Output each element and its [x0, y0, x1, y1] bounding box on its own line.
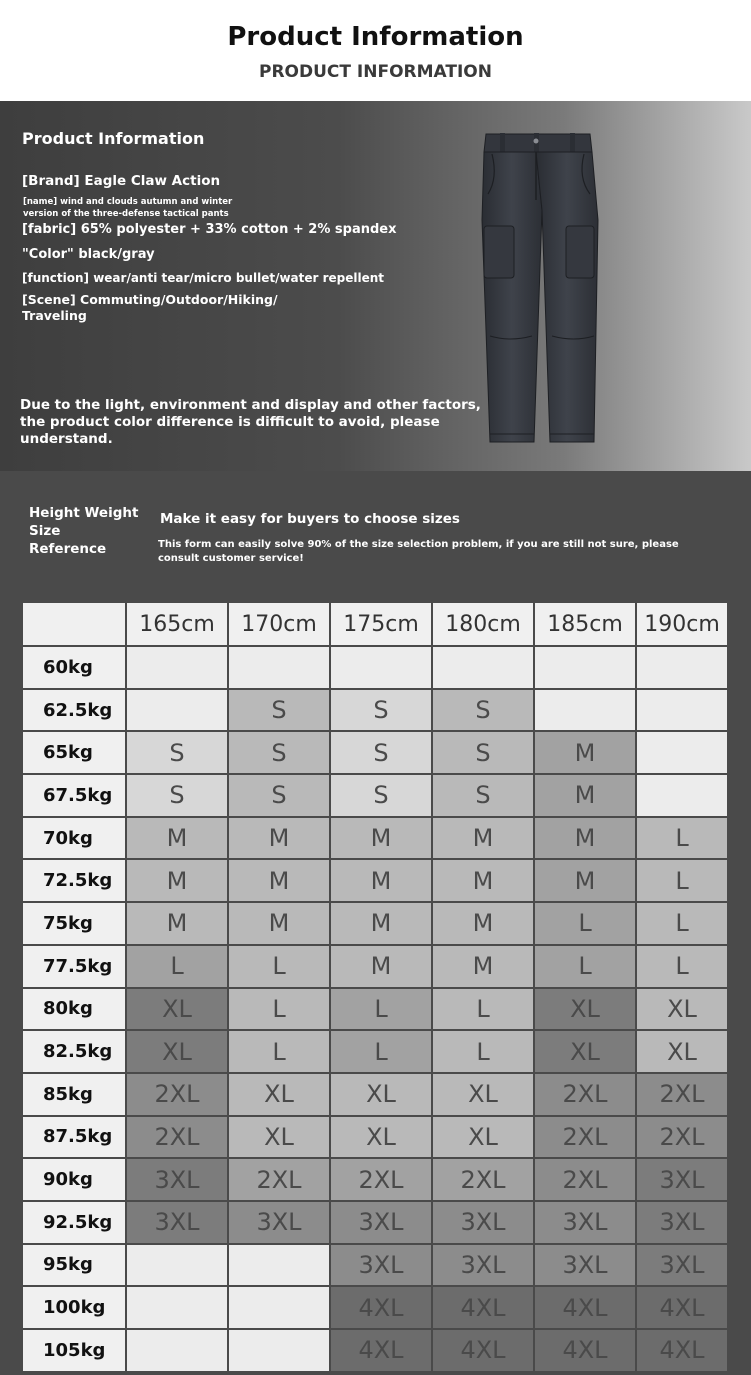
table-row — [22, 988, 728, 1031]
size-cell: S — [432, 731, 534, 774]
size-cell: M — [432, 945, 534, 988]
info-scene: [Scene] Commuting/Outdoor/Hiking/ Traveling — [22, 292, 278, 323]
size-cell: M — [228, 859, 330, 902]
weight-label: 85kg — [22, 1073, 126, 1116]
size-cell: L — [228, 945, 330, 988]
size-cell: XL — [636, 988, 728, 1031]
size-cell: M — [534, 774, 636, 817]
info-name: [name] wind and clouds autumn and winter version of the three-defense tactical pants — [23, 197, 233, 219]
size-cell: 4XL — [330, 1329, 432, 1372]
size-cell: XL — [534, 1030, 636, 1073]
page-header — [0, 0, 751, 101]
table-row — [22, 689, 728, 732]
page-subtitle: PRODUCT INFORMATION — [259, 62, 492, 82]
weight-label: 92.5kg — [22, 1201, 126, 1244]
size-cell: S — [228, 731, 330, 774]
size-cell: L — [330, 1030, 432, 1073]
size-cell: M — [126, 902, 228, 945]
size-cell: M — [330, 859, 432, 902]
size-cell — [228, 1244, 330, 1287]
weight-label: 95kg — [22, 1244, 126, 1287]
size-cell: XL — [330, 1073, 432, 1116]
size-cell: S — [228, 774, 330, 817]
size-cell: L — [636, 945, 728, 988]
size-cell: L — [636, 902, 728, 945]
size-cell — [636, 646, 728, 689]
size-cell: M — [126, 817, 228, 860]
weight-label: 65kg — [22, 731, 126, 774]
size-cell: L — [228, 1030, 330, 1073]
weight-label: 75kg — [22, 902, 126, 945]
size-cell — [636, 689, 728, 732]
size-cell: 3XL — [432, 1201, 534, 1244]
weight-label: 67.5kg — [22, 774, 126, 817]
weight-label: 87.5kg — [22, 1116, 126, 1159]
size-cell: 2XL — [228, 1158, 330, 1201]
size-cell: 4XL — [330, 1286, 432, 1329]
size-cell: 2XL — [432, 1158, 534, 1201]
weight-label: 90kg — [22, 1158, 126, 1201]
info-brand: [Brand] Eagle Claw Action — [22, 173, 221, 189]
size-cell: S — [126, 774, 228, 817]
height-header: 165cm — [126, 602, 228, 646]
size-cell: 3XL — [636, 1244, 728, 1287]
table-row — [22, 902, 728, 945]
size-cell: S — [330, 689, 432, 732]
info-fabric: [fabric] 65% polyester + 33% cotton + 2% spandex — [22, 222, 397, 237]
size-cell: L — [636, 859, 728, 902]
table-row — [22, 1073, 728, 1116]
height-header: 185cm — [534, 602, 636, 646]
size-cell: L — [636, 817, 728, 860]
table-row — [22, 1329, 728, 1372]
pants-photo — [470, 130, 620, 448]
weight-label: 70kg — [22, 817, 126, 860]
weight-label: 77.5kg — [22, 945, 126, 988]
table-row — [22, 1201, 728, 1244]
size-cell: S — [126, 731, 228, 774]
table-row — [22, 817, 728, 860]
size-cell: 2XL — [636, 1073, 728, 1116]
size-cell: L — [432, 1030, 534, 1073]
size-intro-note: This form can easily solve 90% of the size selection problem, if you are still not sure, please consult customer service! — [158, 539, 679, 564]
info-heading: Product Information — [22, 129, 205, 148]
table-row — [22, 646, 728, 689]
size-cell: S — [432, 774, 534, 817]
size-cell: M — [330, 945, 432, 988]
height-header-row — [22, 602, 728, 646]
table-row — [22, 1158, 728, 1201]
size-cell: XL — [432, 1073, 534, 1116]
size-cell: 2XL — [126, 1116, 228, 1159]
size-cell: L — [126, 945, 228, 988]
size-cell: M — [534, 731, 636, 774]
size-cell: 3XL — [126, 1158, 228, 1201]
size-cell — [534, 646, 636, 689]
size-cell: XL — [330, 1116, 432, 1159]
height-header: 180cm — [432, 602, 534, 646]
weight-label: 72.5kg — [22, 859, 126, 902]
size-cell: 3XL — [330, 1201, 432, 1244]
size-cell: 2XL — [330, 1158, 432, 1201]
size-cell: L — [330, 988, 432, 1031]
size-cell — [126, 646, 228, 689]
weight-label: 80kg — [22, 988, 126, 1031]
size-intro-heading: Make it easy for buyers to choose sizes — [160, 511, 460, 527]
size-cell: 3XL — [432, 1244, 534, 1287]
table-row — [22, 1286, 728, 1329]
size-cell — [126, 1329, 228, 1372]
size-cell: 2XL — [534, 1158, 636, 1201]
size-cell: M — [432, 817, 534, 860]
size-cell: 4XL — [636, 1329, 728, 1372]
table-row — [22, 731, 728, 774]
size-cell: S — [330, 774, 432, 817]
table-row — [22, 859, 728, 902]
size-cell: 4XL — [432, 1286, 534, 1329]
size-cell: M — [228, 902, 330, 945]
size-cell — [228, 1286, 330, 1329]
size-cell: M — [432, 859, 534, 902]
size-cell — [432, 646, 534, 689]
size-cell: 3XL — [636, 1201, 728, 1244]
size-cell — [330, 646, 432, 689]
size-cell: 3XL — [228, 1201, 330, 1244]
size-cell: 2XL — [126, 1073, 228, 1116]
size-cell — [636, 731, 728, 774]
size-cell: L — [228, 988, 330, 1031]
size-cell: 3XL — [330, 1244, 432, 1287]
size-cell: S — [228, 689, 330, 732]
size-cell — [126, 689, 228, 732]
size-cell: M — [330, 817, 432, 860]
table-row — [22, 1244, 728, 1287]
page-title: Product Information — [227, 22, 524, 52]
product-info-panel — [0, 101, 751, 471]
size-cell: 4XL — [432, 1329, 534, 1372]
size-cell: XL — [534, 988, 636, 1031]
size-cell: 3XL — [534, 1244, 636, 1287]
info-function: [function] wear/anti tear/micro bullet/water repellent — [22, 271, 385, 285]
weight-label: 105kg — [22, 1329, 126, 1372]
weight-label: 60kg — [22, 646, 126, 689]
size-cell: 3XL — [534, 1201, 636, 1244]
size-cell — [126, 1286, 228, 1329]
size-cell: 4XL — [636, 1286, 728, 1329]
height-header: 190cm — [636, 602, 728, 646]
size-cell: XL — [126, 988, 228, 1031]
size-cell — [534, 689, 636, 732]
size-cell: M — [228, 817, 330, 860]
size-cell: L — [534, 945, 636, 988]
color-disclaimer: Due to the light, environment and display and other factors, the product color difference is difficult to avoid, please understand. — [20, 397, 481, 447]
size-cell — [636, 774, 728, 817]
size-cell: M — [330, 902, 432, 945]
size-cell: S — [330, 731, 432, 774]
table-row — [22, 774, 728, 817]
size-cell: M — [534, 817, 636, 860]
size-reference-intro — [0, 471, 751, 601]
weight-label: 82.5kg — [22, 1030, 126, 1073]
weight-label: 62.5kg — [22, 689, 126, 732]
size-cell: 2XL — [534, 1073, 636, 1116]
height-header: 170cm — [228, 602, 330, 646]
size-cell — [126, 1244, 228, 1287]
size-cell — [228, 646, 330, 689]
size-chart-table — [21, 601, 729, 1373]
size-cell — [228, 1329, 330, 1372]
size-cell: XL — [636, 1030, 728, 1073]
size-cell: M — [126, 859, 228, 902]
table-row — [22, 1030, 728, 1073]
size-cell: S — [432, 689, 534, 732]
weight-label: 100kg — [22, 1286, 126, 1329]
size-cell: 4XL — [534, 1329, 636, 1372]
size-cell: 2XL — [534, 1116, 636, 1159]
size-cell: XL — [228, 1116, 330, 1159]
table-row — [22, 945, 728, 988]
size-cell: 3XL — [126, 1201, 228, 1244]
size-cell: XL — [126, 1030, 228, 1073]
size-cell: 2XL — [636, 1116, 728, 1159]
table-corner-cell — [22, 602, 126, 646]
info-color: "Color" black/gray — [22, 247, 155, 262]
size-cell: XL — [228, 1073, 330, 1116]
height-header: 175cm — [330, 602, 432, 646]
size-cell: M — [534, 859, 636, 902]
height-weight-label: Height Weight Size Reference — [29, 505, 139, 557]
size-cell: XL — [432, 1116, 534, 1159]
size-cell: 4XL — [534, 1286, 636, 1329]
table-row — [22, 1116, 728, 1159]
size-cell: 3XL — [636, 1158, 728, 1201]
size-cell: M — [432, 902, 534, 945]
size-cell: L — [534, 902, 636, 945]
size-cell: L — [432, 988, 534, 1031]
